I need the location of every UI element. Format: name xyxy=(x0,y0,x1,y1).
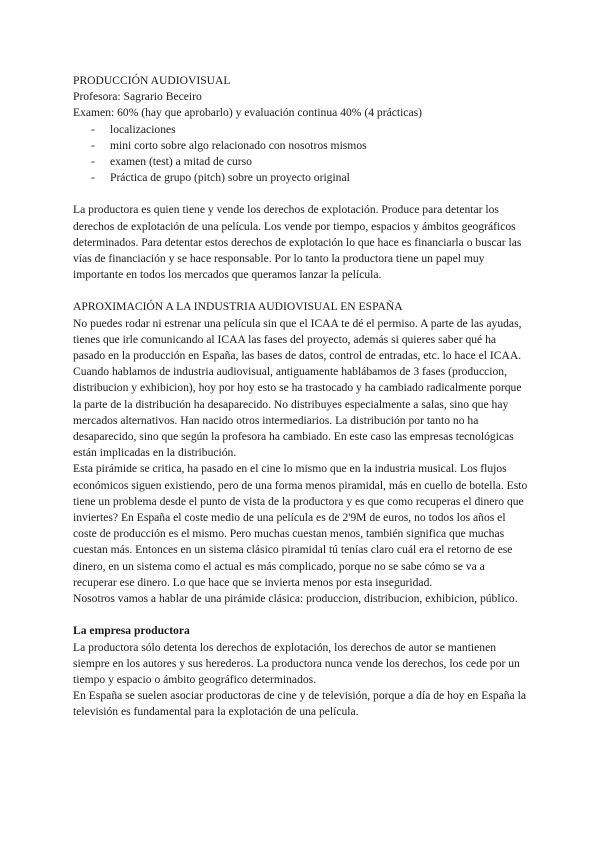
paragraph: La productora sólo detenta los derechos de explotación, los derechos de autor se mantienen siempre en los autores y sus herederos. La productora nunca vende los derechos, los cede por un tiempo y espacio o ámbito geográfico determinados. xyxy=(73,640,520,686)
paragraph: En España se suelen asociar productoras de cine y de televisión, porque a día de hoy en España la televisión es fundamental para la explotación de una película. xyxy=(73,689,526,719)
paragraph: Nosotros vamos a hablar de una pirámide clásica: produccion, distribucion, exhibicion, público. xyxy=(73,592,518,606)
list-item: - examen (test) a mitad de curso xyxy=(73,154,529,170)
paragraph: Cuando hablamos de industria audiovisual, antiguamente hablábamos de 3 fases (produccion, distribucion y exhibicion), hoy por hoy esto se ha trastocado y ha cambiado radicalmente porque la parte de la distribución ha desaparecido. No distribuyes especialmente a salas, sino que hay mercados alternativos. Han nacido otros intermediarios. La distribución por tanto no ha desaparecido, sino que según la profesora ha cambiado. En este caso las empresas tecnológicas están implicadas en la distribución. xyxy=(73,365,522,460)
intro-paragraph: La productora es quien tiene y vende los derechos de explotación. Produce para detentar los derechos de explotación de una película. Los vende por tiempo, espacios y ámbitos geográficos determinados. Para detentar estos derechos de explotación lo que hace es financiarla o buscar las vías de financiación y se hace responsable. Por lo tanto la productora tiene un papel muy importante en todos los mercados que queramos lanzar la película. xyxy=(73,203,522,282)
exam-line: Examen: 60% (hay que aprobarlo) y evaluación continua 40% (4 prácticas) xyxy=(73,106,422,120)
professor-line: Profesora: Sagrario Beceiro xyxy=(73,90,202,104)
document-body xyxy=(73,73,529,721)
section-heading-industry: APROXIMACIÓN A LA INDUSTRIA AUDIOVISUAL EN ESPAÑA xyxy=(73,300,403,314)
paragraph: No puedes rodar ni estrenar una película sin que el ICAA te dé el permiso. A parte de las ayudas, tienes que irle comunicando al ICAA las fases del proyecto, además si quieres saber qué ha pasado en la producción en España, las bases de datos, control de entradas, etc. lo hace el ICAA. xyxy=(73,316,522,363)
section-heading-productora: La empresa productora xyxy=(73,624,190,638)
document-title: PRODUCCIÓN AUDIOVISUAL xyxy=(73,74,231,87)
list-item: - localizaciones xyxy=(73,122,529,138)
practice-list xyxy=(73,122,529,187)
paragraph: Esta pirámide se critica, ha pasado en el cine lo mismo que en la industria musical. Los flujos económicos siguen existiendo, pero de una forma menos piramidal, más en cuello de botella. Esto tiene un problema desde el punto de vista de la productora y es que como recuperas el dinero que inviertes? En España el coste medio de una película es de 2'9M de euros, no todos los años el coste de producción es el mismo. Pero muchas cuestan menos, también significa que muchas cuestan más. Entonces en un sistema clásico piramidal tú tenías claro cuál era el retorno de ese dinero, en un sistema como el actual es más complicado, porque no se sabe cómo se va a recuperar ese dinero. Lo que hace que se invierta menos por esta inseguridad. xyxy=(73,462,528,589)
list-item: - mini corto sobre algo relacionado con nosotros mismos xyxy=(73,138,529,154)
list-item: - Práctica de grupo (pitch) sobre un proyecto original xyxy=(73,170,529,186)
